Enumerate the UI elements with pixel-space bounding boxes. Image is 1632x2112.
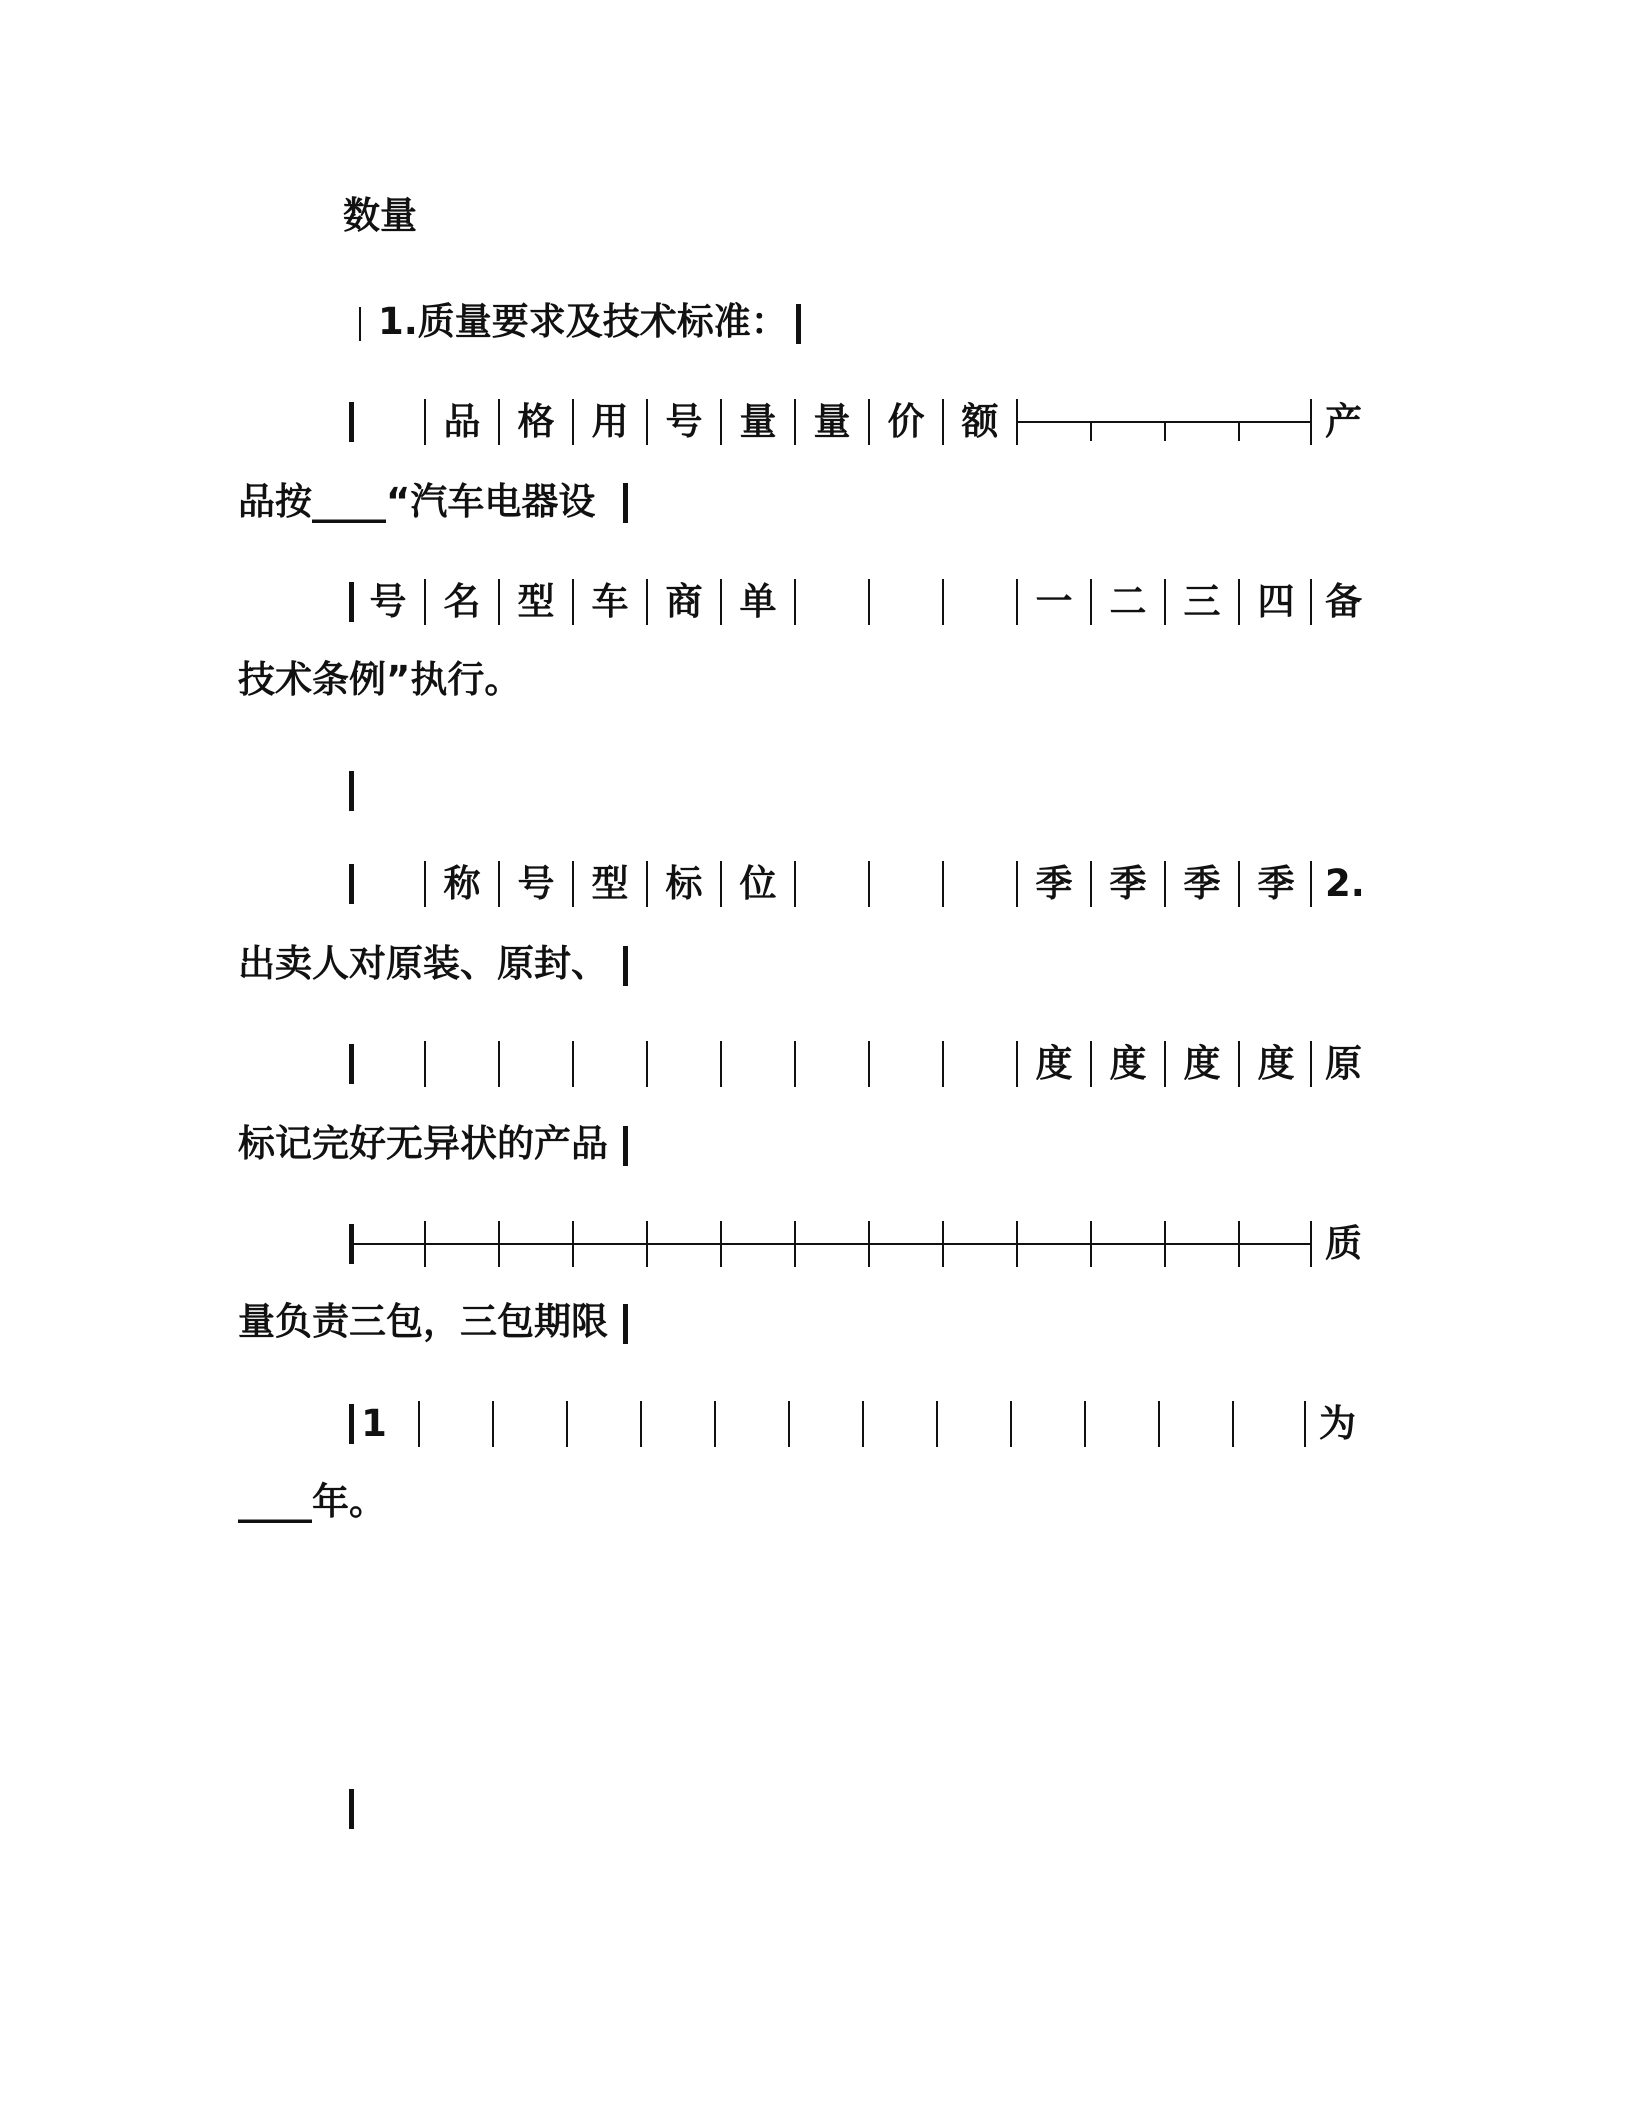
wrap-line: 技术条例”执行。 (238, 658, 522, 701)
quantity-heading: 数量 (343, 194, 417, 237)
table-rule (1084, 1401, 1086, 1447)
row-tail-text: 备 (1325, 580, 1362, 623)
table-cell: 度 (1109, 1042, 1147, 1085)
table-row (345, 1034, 1362, 1094)
table-cell (943, 572, 1017, 632)
table-cell: 一 (1035, 580, 1073, 623)
table-cell: 四 (1257, 580, 1295, 623)
table-cell: 二 (1109, 580, 1147, 623)
table-rule (1238, 421, 1240, 441)
table-cell: 号 (517, 862, 555, 905)
table-rule (418, 1401, 420, 1447)
table-rule (1164, 1221, 1166, 1267)
table-row (345, 392, 1362, 452)
table-rule (794, 1221, 796, 1267)
table-row (345, 572, 1362, 632)
table-rule (351, 1243, 1311, 1245)
table-cell: 单 (739, 580, 777, 623)
wrap-line: 品按____“汽车电器设 (238, 480, 596, 523)
table-rule (498, 1221, 500, 1267)
table-cell: 季 (1257, 862, 1295, 905)
table-cell: 1 (361, 1402, 387, 1445)
table-cell: 用 (591, 400, 629, 443)
row-tail-text: 质 (1325, 1222, 1362, 1265)
table-cell: 额 (961, 400, 999, 443)
row-tail-text: 产 (1325, 400, 1362, 443)
table-cell: 商 (665, 580, 703, 623)
table-rule (623, 946, 628, 986)
table-cell: 型 (591, 862, 629, 905)
table-rule (623, 1304, 628, 1344)
table-cell: 季 (1109, 862, 1147, 905)
table-rule (349, 1044, 354, 1084)
table-cell: 格 (517, 400, 555, 443)
table-cell: 度 (1183, 1042, 1221, 1085)
table-cell (869, 854, 943, 914)
table-rule (1310, 399, 1312, 445)
table-rule (623, 483, 628, 523)
row-tail-text: 原 (1325, 1042, 1362, 1085)
table-cell: 型 (517, 580, 555, 623)
table-cell: 度 (1035, 1042, 1073, 1085)
table-rule (1158, 1401, 1160, 1447)
table-cell: 号 (369, 580, 407, 623)
table-cell: 季 (1183, 862, 1221, 905)
table-rule (424, 1221, 426, 1267)
table-cell (795, 854, 869, 914)
table-rule (720, 1041, 722, 1087)
table-cell: 度 (1257, 1042, 1295, 1085)
table-rule (646, 1041, 648, 1087)
table-cell (943, 854, 1017, 914)
table-rule (349, 771, 354, 811)
table-cell: 三 (1183, 580, 1221, 623)
table-cell: 位 (739, 862, 777, 905)
table-rule (572, 1041, 574, 1087)
table-rule (1238, 1221, 1240, 1267)
table-rule (862, 1401, 864, 1447)
table-rule (492, 1401, 494, 1447)
wrap-line: 标记完好无异状的产品 (238, 1122, 608, 1165)
table-cell: 季 (1035, 862, 1073, 905)
table-rule (1016, 1221, 1018, 1267)
table-cell (795, 572, 869, 632)
table-rule (1164, 421, 1166, 441)
table-cell (869, 572, 943, 632)
table-cell: 标 (665, 862, 703, 905)
table-cell: 称 (443, 862, 481, 905)
table-cell: 名 (443, 580, 481, 623)
table-rule (1304, 1401, 1306, 1447)
table-rule (1010, 1401, 1012, 1447)
table-rule (572, 1221, 574, 1267)
table-rule (720, 1221, 722, 1267)
table-rule (1232, 1401, 1234, 1447)
table-cell: 量 (813, 400, 851, 443)
table-rule (359, 307, 361, 341)
table-rule (498, 1041, 500, 1087)
table-rule (788, 1401, 790, 1447)
table-rule (714, 1401, 716, 1447)
wrap-line: ____年。 (238, 1480, 386, 1523)
table-rule (646, 1221, 648, 1267)
table-rule (623, 1126, 628, 1166)
table-cell: 价 (887, 400, 925, 443)
table-rule (868, 1041, 870, 1087)
row-tail-text: 2. (1325, 862, 1365, 905)
wrap-line: 量负责三包，三包期限 (238, 1300, 608, 1343)
table-rule (566, 1401, 568, 1447)
table-cell: 号 (665, 400, 703, 443)
table-rule (1310, 1041, 1312, 1087)
table-rule (942, 1221, 944, 1267)
table-rule (349, 402, 354, 442)
table-rule (942, 1041, 944, 1087)
section-1-title: 1.质量要求及技术标准： (378, 300, 788, 343)
table-row (345, 1214, 1362, 1274)
table-rule (1310, 861, 1312, 907)
wrap-line: 出卖人对原装、原封、 (238, 942, 608, 985)
table-rule (1090, 421, 1092, 441)
table-rule (1090, 1221, 1092, 1267)
table-cell: 品 (443, 400, 481, 443)
row-tail-text: 为 (1319, 1402, 1356, 1445)
table-rule (349, 1789, 354, 1829)
table-cell: 车 (591, 580, 629, 623)
table-row (345, 854, 1365, 914)
table-rule (936, 1401, 938, 1447)
table-cell: 量 (739, 400, 777, 443)
table-rule (349, 864, 354, 904)
table-rule (1310, 1221, 1312, 1267)
table-rule (868, 1221, 870, 1267)
table-rule (1310, 579, 1312, 625)
table-row (345, 1394, 1356, 1454)
table-rule (796, 304, 801, 344)
table-rule (794, 1041, 796, 1087)
table-rule (424, 1041, 426, 1087)
table-rule (640, 1401, 642, 1447)
